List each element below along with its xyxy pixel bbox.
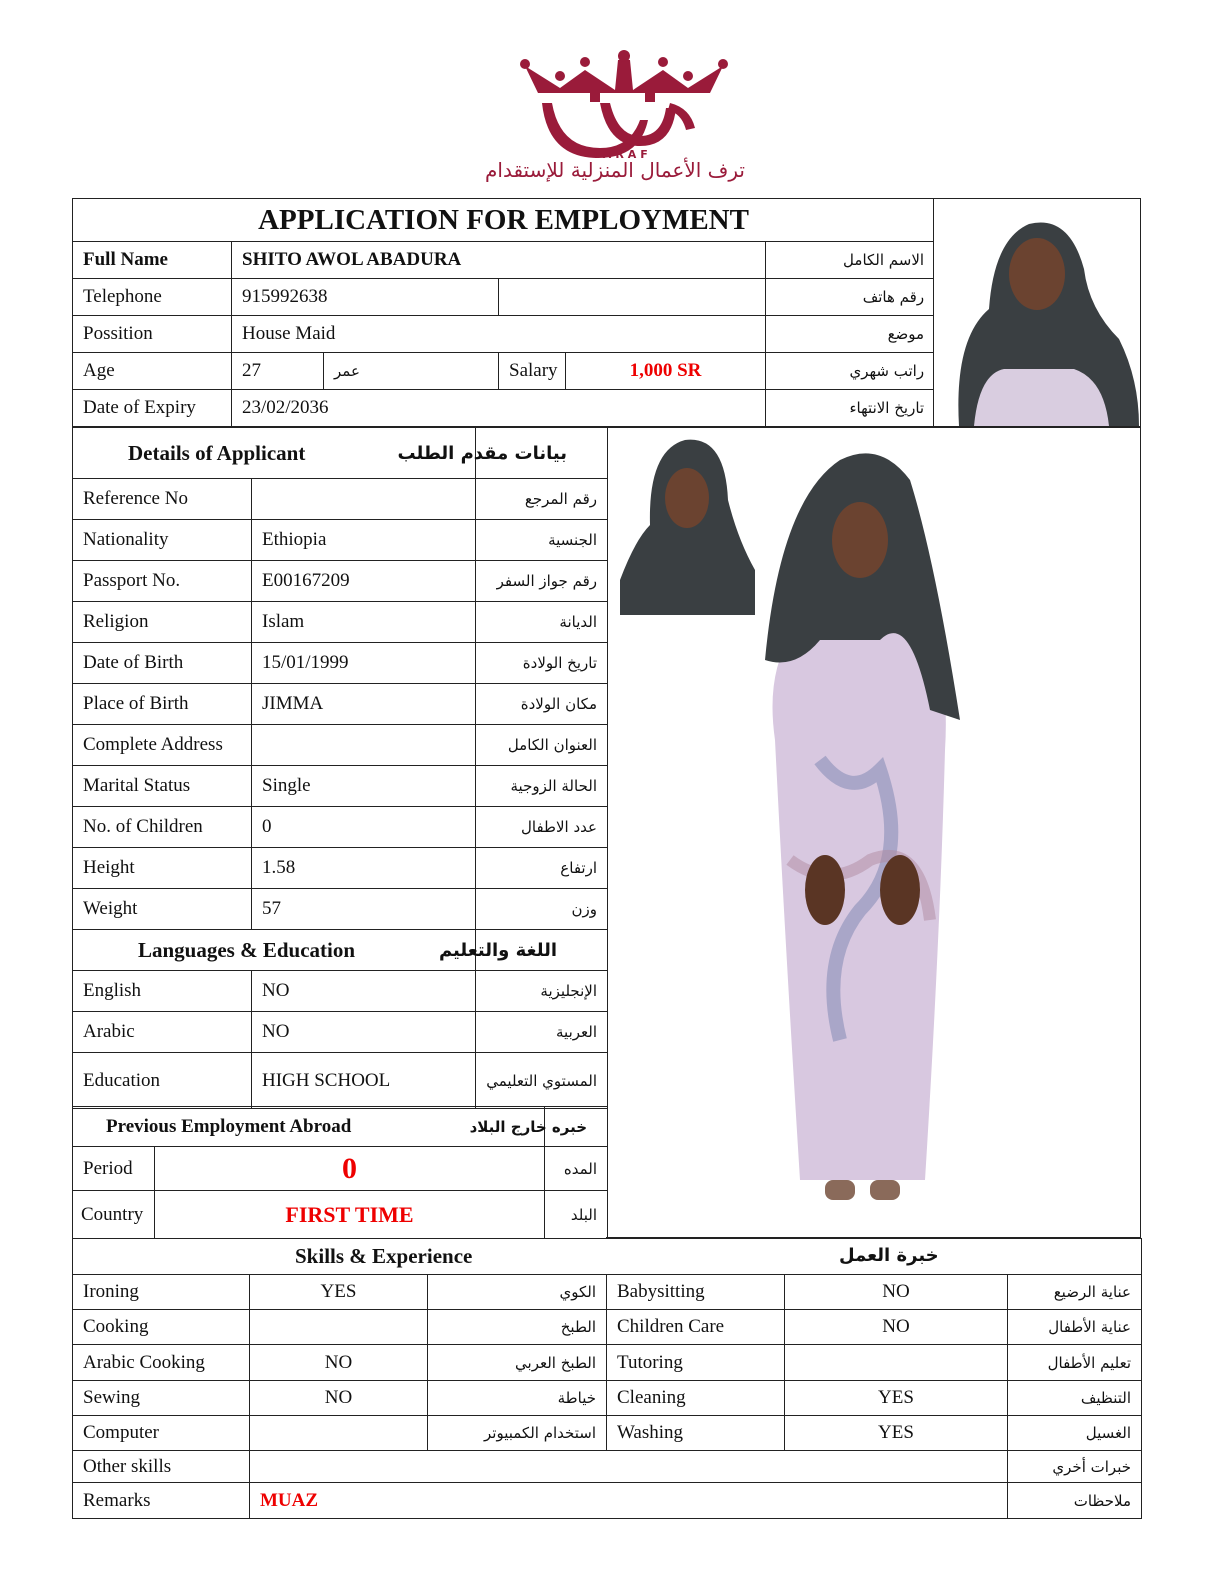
detail-ar: الحالة الزوجية: [476, 766, 608, 807]
detail-label: Reference No: [73, 479, 252, 520]
period-value: 0: [155, 1147, 545, 1191]
applicant-portrait-photo: [620, 430, 755, 615]
remarks-label: Remarks: [73, 1483, 250, 1519]
skill-ar: عناية الرضيع: [1008, 1275, 1142, 1310]
skills-title: Skills & Experience: [295, 1244, 473, 1268]
detail-label: Passport No.: [73, 561, 252, 602]
skill-ar: الطبخ العربي: [428, 1345, 607, 1381]
skills-header: [73, 1239, 1142, 1275]
detail-label: No. of Children: [73, 807, 252, 848]
detail-ar: الديانة: [476, 602, 608, 643]
telephone-ar: رقم هاتف: [766, 279, 935, 316]
telephone-extra: [499, 279, 766, 316]
period-ar: المده: [545, 1147, 608, 1191]
skill-value: [250, 1416, 428, 1451]
detail-value: [252, 479, 476, 520]
other-skills-ar: خبرات أخري: [1008, 1451, 1142, 1483]
language-label: Arabic: [73, 1012, 252, 1053]
previous-title: Previous Employment Abroad: [73, 1107, 545, 1147]
skill-value: NO: [785, 1310, 1008, 1345]
detail-value: E00167209: [252, 561, 476, 602]
detail-value: Single: [252, 766, 476, 807]
previous-title-ar: خبره خارج البلاد: [545, 1107, 608, 1147]
language-ar: العربية: [476, 1012, 608, 1053]
country-ar: البلد: [545, 1191, 608, 1239]
page-title: APPLICATION FOR EMPLOYMENT: [73, 199, 935, 242]
skill-label: Computer: [73, 1416, 250, 1451]
language-ar: الإنجليزية: [476, 971, 608, 1012]
skill-label: Ironing: [73, 1275, 250, 1310]
telephone-value: 915992638: [232, 279, 499, 316]
skill-ar: تعليم الأطفال: [1008, 1345, 1142, 1381]
detail-value: 0: [252, 807, 476, 848]
detail-value: 57: [252, 889, 476, 930]
detail-label: Nationality: [73, 520, 252, 561]
detail-ar: تاريخ الولادة: [476, 643, 608, 684]
remarks-ar: ملاحظات: [1008, 1483, 1142, 1519]
detail-label: Date of Birth: [73, 643, 252, 684]
header-table: [72, 198, 935, 427]
detail-value: JIMMA: [252, 684, 476, 725]
full-name-ar: الاسم الكامل: [766, 242, 935, 279]
skills-title-ar: خبرة العمل: [839, 1245, 939, 1266]
logo-arabic-text: ترف الأعمال المنزلية للإستقدام: [485, 158, 745, 182]
education-value: HIGH SCHOOL: [252, 1053, 476, 1109]
skill-label: Children Care: [607, 1310, 785, 1345]
detail-ar: رقم المرجع: [476, 479, 608, 520]
skill-ar: استخدام الكمبيوتر: [428, 1416, 607, 1451]
skill-label: Cleaning: [607, 1381, 785, 1416]
skill-value: NO: [250, 1381, 428, 1416]
full-name-label: Full Name: [73, 242, 232, 279]
position-value: House Maid: [232, 316, 766, 353]
age-label: Age: [73, 353, 232, 390]
languages-title: Languages & Education: [73, 930, 476, 971]
age-ar: عمر: [324, 353, 499, 390]
expiry-ar: تاريخ الانتهاء: [766, 390, 935, 427]
detail-ar: مكان الولادة: [476, 684, 608, 725]
detail-ar: رقم جواز السفر: [476, 561, 608, 602]
skill-ar: الغسيل: [1008, 1416, 1142, 1451]
skill-value: YES: [250, 1275, 428, 1310]
detail-ar: الجنسية: [476, 520, 608, 561]
detail-label: Complete Address: [73, 725, 252, 766]
salary-value: 1,000 SR: [566, 353, 766, 390]
country-label: Country: [73, 1191, 155, 1239]
skill-label: Arabic Cooking: [73, 1345, 250, 1381]
expiry-label: Date of Expiry: [73, 390, 232, 427]
country-value: FIRST TIME: [155, 1191, 545, 1239]
salary-label: Salary: [499, 353, 566, 390]
detail-ar: وزن: [476, 889, 608, 930]
details-title-ar: بيانات مقدم الطلب: [476, 428, 608, 479]
detail-label: Religion: [73, 602, 252, 643]
skill-ar: خياطة: [428, 1381, 607, 1416]
detail-ar: عدد الاطفال: [476, 807, 608, 848]
skill-label: Sewing: [73, 1381, 250, 1416]
detail-value: Islam: [252, 602, 476, 643]
skill-label: Cooking: [73, 1310, 250, 1345]
detail-value: Ethiopia: [252, 520, 476, 561]
skills-table: [72, 1238, 1142, 1519]
education-ar: المستوي التعليمي: [476, 1053, 608, 1109]
detail-label: Height: [73, 848, 252, 889]
skill-ar: عناية الأطفال: [1008, 1310, 1142, 1345]
period-label: Period: [73, 1147, 155, 1191]
other-skills-label: Other skills: [73, 1451, 250, 1483]
salary-ar: راتب شهري: [766, 353, 935, 390]
skill-label: Babysitting: [607, 1275, 785, 1310]
detail-value: 1.58: [252, 848, 476, 889]
remarks-value: MUAZ: [250, 1483, 1008, 1519]
skill-value: [250, 1310, 428, 1345]
other-skills-value: [250, 1451, 1008, 1483]
skill-value: NO: [250, 1345, 428, 1381]
skill-ar: الطبخ: [428, 1310, 607, 1345]
language-value: NO: [252, 971, 476, 1012]
education-label: Education: [73, 1053, 252, 1109]
detail-value: [252, 725, 476, 766]
skill-value: YES: [785, 1381, 1008, 1416]
position-label: Possition: [73, 316, 232, 353]
language-label: English: [73, 971, 252, 1012]
details-title: Details of Applicant: [73, 428, 476, 479]
skill-ar: الكوي: [428, 1275, 607, 1310]
age-value: 27: [232, 353, 324, 390]
applicant-headshot-photo: [933, 198, 1141, 427]
languages-title-ar: اللغة والتعليم: [476, 930, 608, 971]
detail-label: Place of Birth: [73, 684, 252, 725]
skill-label: Tutoring: [607, 1345, 785, 1381]
skill-label: Washing: [607, 1416, 785, 1451]
previous-employment-table: [72, 1106, 608, 1239]
skill-value: [785, 1345, 1008, 1381]
logo-latin-text: TARAF: [592, 148, 652, 161]
skill-ar: التنظيف: [1008, 1381, 1142, 1416]
detail-value: 15/01/1999: [252, 643, 476, 684]
telephone-label: Telephone: [73, 279, 232, 316]
detail-label: Weight: [73, 889, 252, 930]
skill-value: NO: [785, 1275, 1008, 1310]
full-name-value: SHITO AWOL ABADURA: [232, 242, 766, 279]
skill-value: YES: [785, 1416, 1008, 1451]
expiry-value: 23/02/2036: [232, 390, 766, 427]
details-table: [72, 427, 608, 1109]
detail-ar: العنوان الكامل: [476, 725, 608, 766]
detail-ar: ارتفاع: [476, 848, 608, 889]
detail-label: Marital Status: [73, 766, 252, 807]
position-ar: موضع: [766, 316, 935, 353]
language-value: NO: [252, 1012, 476, 1053]
applicant-fullbody-photo: [760, 440, 965, 1210]
